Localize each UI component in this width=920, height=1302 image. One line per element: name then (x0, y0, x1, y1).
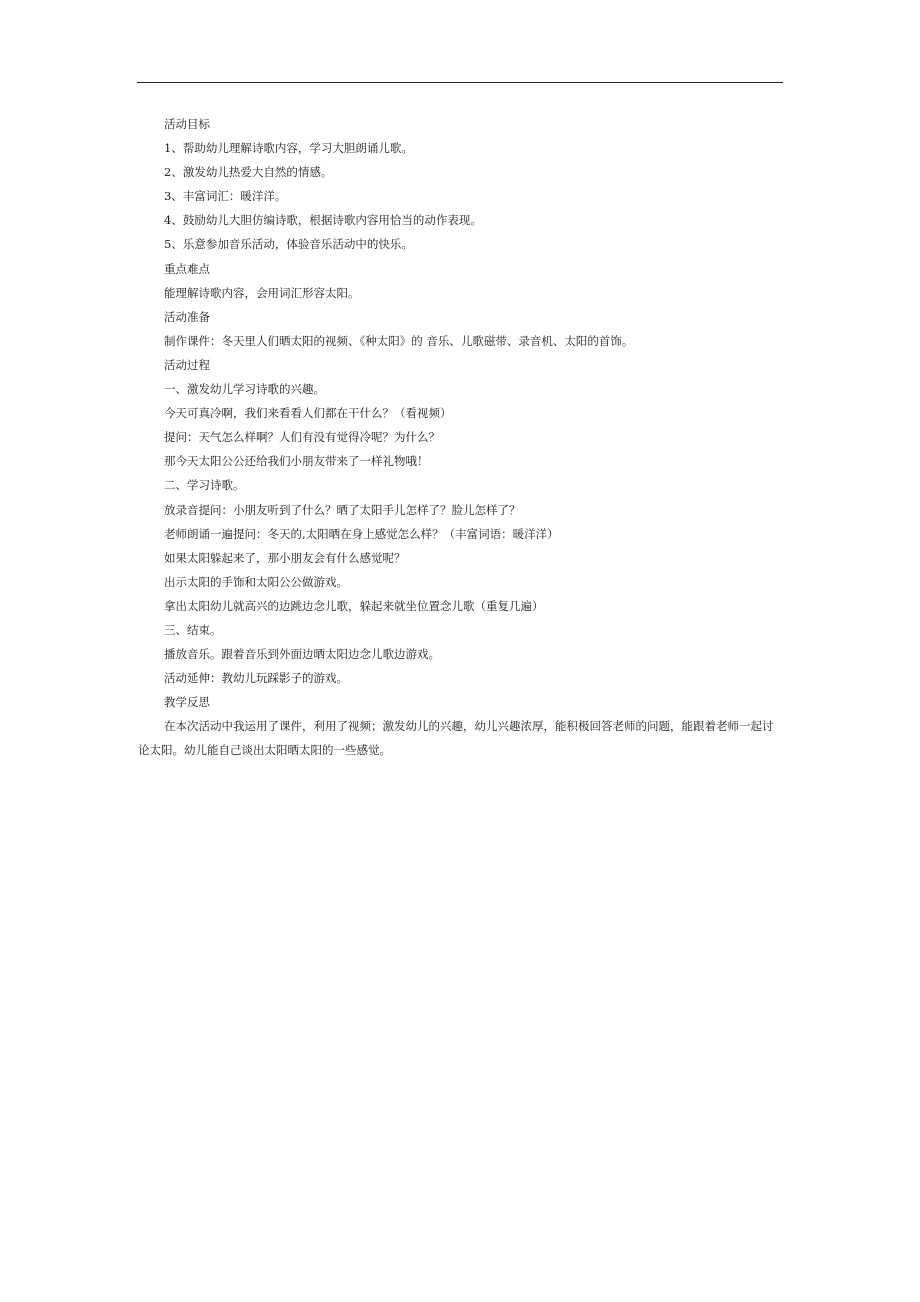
process-text-line: 今天可真冷啊，我们来看看人们都在干什么？（看视频） (164, 406, 452, 421)
goal-item-1: 1、帮助幼儿理解诗歌内容，学习大胆朗诵儿歌。 (164, 141, 413, 156)
goal-item-4: 4、鼓励幼儿大胆仿编诗歌，根据诗歌内容用恰当的动作表现。 (164, 213, 482, 228)
header-rule (137, 82, 783, 83)
reflection-paragraph: 在本次活动中我运用了课件，利用了视频；激发幼儿的兴趣，幼儿兴趣浓厚，能积极回答老师的问题，能跟着老师一起讨论太阳。幼儿能自己谈出太阳晒太阳的一些感觉。 (138, 719, 774, 758)
section-heading-goals: 活动目标 (164, 117, 210, 131)
extension-text: 活动延伸：教幼儿玩踩影子的游戏。 (164, 671, 348, 686)
process-text-line: 放录音提问：小朋友听到了什么？晒了太阳手儿怎样了？脸儿怎样了？ (164, 502, 521, 517)
document-body (138, 112, 784, 763)
process-text-line: 拿出太阳幼儿就高兴的边跳边念儿歌，躲起来就坐位置念儿歌（重复几遍） (164, 598, 544, 613)
process-text-line: 老师朗诵一遍提问：冬天的,太阳晒在身上感觉怎么样？（丰富词语：暖洋洋） (164, 526, 559, 541)
goal-item-2: 2、激发幼儿热爱大自然的情感。 (164, 165, 333, 180)
key-points-text: 能理解诗歌内容，会用词汇形容太阳。 (164, 285, 360, 300)
process-text-line: 出示太阳的手饰和太阳公公做游戏。 (164, 574, 348, 589)
process-text-line: 那今天太阳公公还给我们小朋友带来了一样礼物哦！ (164, 454, 429, 469)
section-heading-reflection: 教学反思 (164, 695, 210, 710)
process-text-line: 播放音乐。跟着音乐到外面边晒太阳边念儿歌边游戏。 (164, 647, 440, 662)
section-heading-preparation: 活动准备 (164, 309, 210, 324)
process-text-line: 如果太阳躲起来了，那小朋友会有什么感觉呢？ (164, 550, 406, 565)
process-step-1-heading: 一、激发幼儿学习诗歌的兴趣。 (164, 382, 325, 397)
goal-item-3: 3、丰富词汇：暖洋洋。 (164, 189, 287, 204)
section-heading-process: 活动过程 (164, 357, 210, 372)
process-step-2-heading: 二、学习诗歌。 (164, 478, 245, 493)
section-heading-key-points: 重点难点 (164, 261, 210, 276)
goal-item-5: 5、乐意参加音乐活动，体验音乐活动中的快乐。 (164, 237, 413, 252)
process-text-line: 提问：天气怎么样啊？人们有没有觉得冷呢？为什么？ (164, 430, 440, 445)
preparation-text: 制作课件：冬天里人们晒太阳的视频、《种太阳》的 音乐、儿歌磁带、录音机、太阳的首饰。 (164, 333, 634, 348)
process-step-3-heading: 三、结束。 (164, 622, 222, 637)
